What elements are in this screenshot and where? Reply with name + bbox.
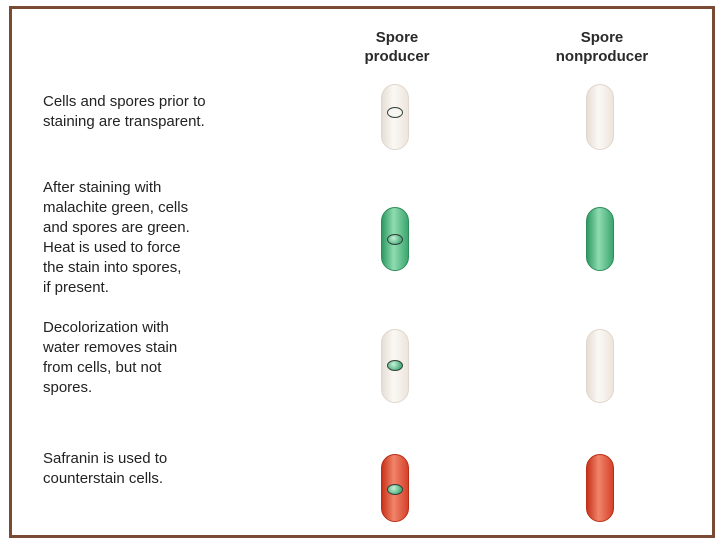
step-3-line-4: spores.: [43, 379, 93, 396]
header-nonproducer-line-2: nonproducer: [555, 48, 649, 65]
producer-cell-red: [381, 454, 409, 522]
step-2-line-5: the stain into spores,: [43, 259, 182, 276]
header-producer-line-2: producer: [364, 48, 430, 65]
producer-cell-unstained: [381, 84, 409, 150]
step-2-line-6: if present.: [43, 279, 109, 296]
nonproducer-cell-unstained: [586, 84, 614, 150]
nonproducer-cell-red: [586, 454, 614, 522]
producer-cell-green: [381, 207, 409, 271]
header-spore-producer: [312, 28, 482, 66]
step-2-line-3: and spores are green.: [43, 219, 190, 236]
step-description-prior-staining: [43, 92, 283, 132]
header-producer-line-1: Spore: [375, 29, 419, 46]
step-2-line-2: malachite green, cells: [43, 199, 189, 216]
step-2-line-4: Heat is used to force: [43, 239, 181, 256]
step-3-line-2: water removes stain: [43, 339, 178, 356]
step-3-line-3: from cells, but not: [43, 359, 162, 376]
header-spore-nonproducer: [517, 28, 687, 66]
spore-unstained: [387, 107, 403, 118]
diagram-frame: [9, 6, 715, 538]
spore-green: [387, 234, 403, 245]
spore-green: [387, 484, 403, 495]
header-nonproducer-line-1: Spore: [580, 29, 624, 46]
spore-green: [387, 360, 403, 371]
producer-cell-decolorized: [381, 329, 409, 403]
nonproducer-cell-green: [586, 207, 614, 271]
step-description-safranin: [43, 449, 283, 489]
step-1-line-2: staining are transparent.: [43, 113, 205, 130]
step-description-decolorization: [43, 318, 283, 398]
step-description-malachite-green: [43, 178, 283, 298]
step-4-line-2: counterstain cells.: [43, 470, 164, 487]
step-4-line-1: Safranin is used to: [43, 450, 168, 467]
step-1-line-1: Cells and spores prior to: [43, 93, 206, 110]
step-3-line-1: Decolorization with: [43, 319, 169, 336]
nonproducer-cell-decolorized: [586, 329, 614, 403]
step-2-line-1: After staining with: [43, 179, 162, 196]
